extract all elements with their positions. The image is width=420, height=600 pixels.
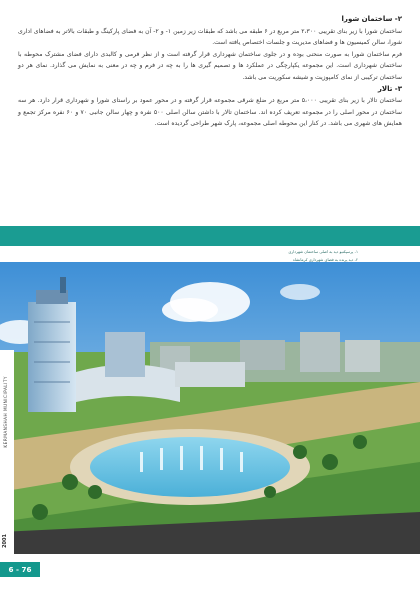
side-label: KERMANSHAH MUNICIPALITY bbox=[3, 376, 8, 448]
aerial-rendering bbox=[0, 262, 420, 554]
paragraph-hall-1: ساختمان تالار با زیر بنای تقریبی ۵،۰۰۰ متر مربع در ضلع شرقی مجموعه قرار گرفته و در محور عمود بر راستای شورا و شهرداری قرار دارد. هر سه ساختمان در محور اصلی را در مجموعه تعریف کرده اند. ساختمان تالار با داشتن سالن اصلی ۵۰۰ نفره و چهار سالن جانبی ۷۰ و ۶۰ نفره مرکز تجمع و همایش های شهری می باشد. در کنار این محوطه اصلی مجموعه، پارک شهر طراحی گردیده است. bbox=[18, 97, 402, 128]
section-title-hall: ۳- تالار bbox=[377, 84, 402, 93]
article-text bbox=[18, 14, 402, 130]
paragraph-council-2: فرم ساختمان شورا به صورت منحنی بوده و در جلوی ساختمان شهرداری قرار گرفته است و از نظر فرمی و کالبدی دارای فضای مشترک محوطه با ساختمان شهرداری است. این مجموعه یکپارچگی در عملکرد ها و تصمیم گیری ها را به چه در فرم و چه در معنی به نمایش می گذارد. نمای هر دو ساختمان ترکیبی از نمای کامپوزیت و شیشه سکوریت می باشد. bbox=[18, 50, 402, 81]
caption-2: ۲- دید پرنده به فضای شهرداری کرمانشاه bbox=[292, 257, 358, 262]
aerial-rendering-illustration bbox=[0, 262, 420, 554]
paragraph-council-1: ساختمان شورا با زیر بنای تقریبی ۲،۳۰۰ متر مربع در ۶ طبقه می باشد که طبقات زیر زمین ۱- و ۲- آن به فضای پارکینگ و طبقات بالاتر به فضاهای اداری شورا، سالن کمیسیون ها و فضاهای مدیریت و جلسات اختصاص یافته است. bbox=[18, 27, 402, 47]
accent-band bbox=[0, 226, 420, 246]
side-year: 2001 bbox=[2, 534, 8, 548]
section-title-council: ۲- ساختمان شورا bbox=[341, 15, 402, 23]
page-number: 6 - 76 bbox=[0, 562, 40, 577]
caption-1: ۱- پرسپکتیو دید به اصلی ساختمان شهرداری bbox=[288, 249, 358, 254]
